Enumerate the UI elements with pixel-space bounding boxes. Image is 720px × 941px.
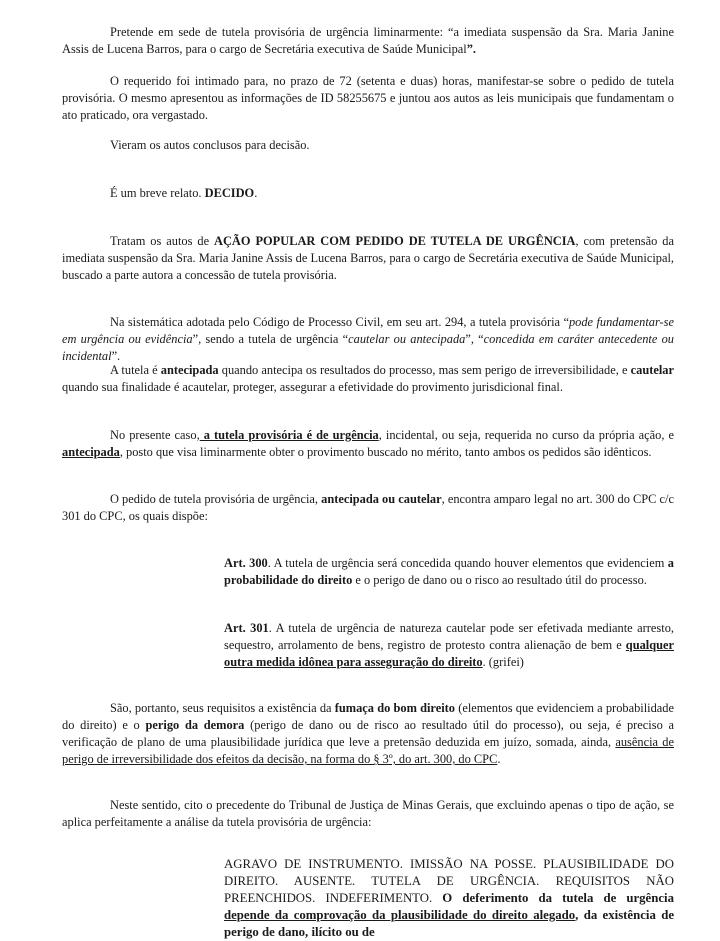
text-bold: Art. 300	[224, 556, 268, 570]
text: quando antecipa os resultados do processo, mas sem perigo de irreversibilidade, e	[218, 363, 631, 377]
text: . (grifei)	[482, 655, 524, 669]
paragraph-sistematica-cpc	[62, 314, 674, 365]
text-bold-underlined: a tutela provisória é de urgência	[199, 428, 379, 442]
text: No presente caso,	[110, 428, 200, 442]
text: e o perigo de dano ou o risco ao resultado útil do processo.	[352, 573, 647, 587]
text: .	[497, 752, 501, 766]
text-bold-underlined: qualquer outra medida idônea para asseguração do direito	[224, 638, 674, 669]
text: Neste sentido, cito o precedente do Tribunal de Justiça de Minas Gerais, que excluindo apenas o tipo de ação, se aplica perfeitamente a análise da tutela provisória de urgência:	[62, 798, 674, 829]
paragraph-acao-popular	[62, 233, 674, 284]
text: , com pretensão da imediata suspensão da Sra. Maria Janine Assis de Lucena Barros, para o cargo de Secretária executiva de Saúde Municipal, buscado a parte autora a concessão de tutela provisória.	[62, 234, 674, 282]
text: quando sua finalidade é acautelar, proteger, assegurar a efetividade do provimento jurisdicional final.	[62, 380, 563, 394]
text-italic: pode fundamentar-se em urgência ou evidência	[62, 315, 674, 346]
text: , incidental, ou seja, requerida no curso da própria ação, e	[378, 428, 674, 442]
text: É um breve relato.	[110, 186, 205, 200]
text: AGRAVO DE INSTRUMENTO. IMISSÃO NA POSSE. PLAUSIBILIDADE DO DIREITO. AUSENTE. TUTELA DE URGÊNCIA. REQUISITOS NÃO PREENCHIDOS. INDEFERIMENTO.	[224, 857, 674, 905]
text-bold: DECIDO	[204, 186, 255, 200]
paragraph-pedido-tutela	[62, 491, 674, 525]
text-bold: antecipada ou cautelar	[321, 492, 442, 506]
paragraph-precedente	[62, 797, 674, 831]
text: ”, sendo a tutela de urgência “	[192, 332, 349, 346]
text: . A tutela de urgência de natureza cautelar pode ser efetivada mediante arresto, sequestro, arrolamento de bens, registro de protesto contra alienação de bem e	[224, 621, 674, 652]
text: O pedido de tutela provisória de urgência,	[110, 492, 322, 506]
text: São, portanto, seus requisitos a existência da	[110, 701, 335, 715]
text: .	[254, 186, 258, 200]
text-bold: O deferimento da tutela de urgência	[442, 891, 674, 905]
quote-ementa	[224, 856, 674, 941]
text-bold: ”.	[466, 42, 477, 56]
paragraph-requisitos	[62, 700, 674, 768]
text: . A tutela de urgência será concedida quando houver elementos que evidenciem	[267, 556, 668, 570]
paragraph-intimacao	[62, 73, 674, 124]
paragraph-relato	[62, 185, 674, 202]
quote-art-301	[224, 620, 674, 671]
text-bold: cautelar	[630, 363, 674, 377]
text-bold: antecipada	[160, 363, 219, 377]
text: ”.	[111, 349, 121, 363]
text-italic: concedida em caráter antecedente ou incidental	[62, 332, 674, 363]
paragraph-tutela-antecipada	[62, 362, 674, 396]
text: (perigo de dano ou de risco ao resultado útil do processo), ou seja, é preciso a verificação de plano de uma plausibilidade jurídica que leve a pretensão deduzida em juízo, somada, ainda,	[62, 718, 675, 749]
text-bold-underlined: depende da comprovação da plausibilidade do direito alegado	[224, 908, 576, 922]
text-bold: perigo da demora	[145, 718, 245, 732]
paragraph-conclusos	[62, 137, 674, 154]
text: Na sistemática adotada pelo Código de Processo Civil, em seu art. 294, a tutela provisória “	[110, 315, 569, 329]
text-underlined: ausência de perigo de irreversibilidade dos efeitos da decisão, na forma do § 3º, do art. 300, do CPC	[62, 735, 674, 766]
text: A tutela é	[110, 363, 161, 377]
text-bold: a probabilidade do direito	[224, 556, 674, 587]
paragraph-pedido-liminar	[62, 24, 674, 58]
text: (elementos que evidenciem a probabilidade do direito) e o	[62, 701, 674, 732]
paragraph-presente-caso	[62, 427, 674, 461]
text: Vieram os autos conclusos para decisão.	[110, 138, 310, 152]
text: Pretende em sede de tutela provisória de urgência liminarmente: “a imediata suspensão da Sra. Maria Janine Assis de Lucena Barros, para o cargo de Secretária executiva de Saúde Municipal	[62, 25, 674, 56]
text-bold: , da existência de perigo de dano, ilícito ou de	[224, 908, 674, 939]
text: ”, “	[465, 332, 484, 346]
text-bold: AÇÃO POPULAR COM PEDIDO DE TUTELA DE URGÊNCIA	[214, 234, 576, 248]
text: , posto que visa liminarmente obter o provimento buscado no mérito, tanto ambos os pedidos são idênticos.	[119, 445, 652, 459]
quote-art-300	[224, 555, 674, 589]
text-italic: cautelar ou antecipada	[348, 332, 466, 346]
text: Tratam os autos de	[110, 234, 215, 248]
text: O requerido foi intimado para, no prazo de 72 (setenta e duas) horas, manifestar-se sobre o pedido de tutela provisória. O mesmo apresentou as informações de ID 58255675 e juntou aos autos as leis municipais que fundamentam o ato praticado, ora vergastado.	[62, 74, 674, 122]
text-bold: fumaça do bom direito	[334, 701, 455, 715]
text-bold-underlined: antecipada	[62, 445, 120, 459]
text-bold: Art. 301	[224, 621, 269, 635]
text: , encontra amparo legal no art. 300 do CPC c/c 301 do CPC, os quais dispõe:	[62, 492, 674, 523]
